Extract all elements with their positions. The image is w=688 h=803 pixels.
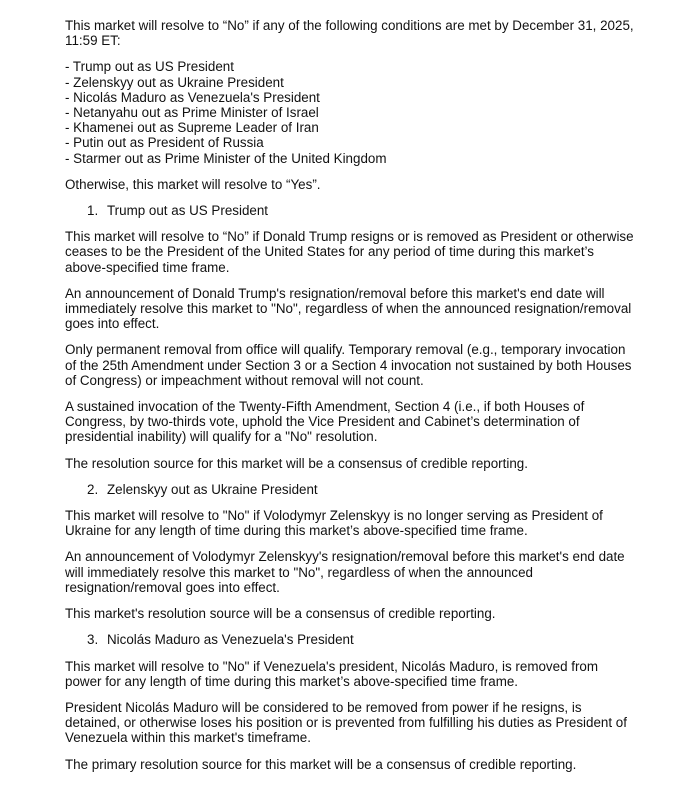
condition-item: - Zelenskyy out as Ukraine President (65, 74, 284, 90)
section-number: 1. (87, 203, 99, 219)
section-paragraph: This market's resolution source will be a consensus of credible reporting. (65, 606, 496, 622)
section-title: Zelenskyy out as Ukraine President (107, 481, 318, 497)
condition-item: - Netanyahu out as Prime Minister of Israel (65, 105, 319, 121)
condition-item: - Trump out as US President (65, 59, 234, 75)
otherwise-paragraph: Otherwise, this market will resolve to “Yes”. (65, 176, 321, 192)
section-paragraph: An announcement of Volodymyr Zelenskyy's resignation/removal before this market's end date will immediately resolve this market to "No", regardless of when the announced resignation/removal goes into effect. (65, 549, 625, 595)
section-title: Nicolás Maduro as Venezuela's President (107, 632, 354, 648)
section-paragraph: Only permanent removal from office will qualify. Temporary removal (e.g., temporary invocation of the 25th Amendment under Section 3 or a Section 4 invocation not sustained by both Houses of Congress) or impeachment without removal will not count. (65, 342, 632, 388)
section-paragraph: This market will resolve to "No" if Volodymyr Zelenskyy is no longer serving as President of Ukraine for any length of time during this market’s above-specified time frame. (65, 508, 603, 539)
condition-item: - Khamenei out as Supreme Leader of Iran (65, 120, 319, 136)
section-heading-maduro (65, 632, 635, 647)
section-heading-trump (65, 203, 635, 218)
section-paragraph: An announcement of Donald Trump's resignation/removal before this market's end date will immediately resolve this market to "No", regardless of when the announced resignation/removal goes into effect. (65, 285, 632, 332)
section-paragraph: A sustained invocation of the Twenty-Fifth Amendment, Section 4 (i.e., if both Houses of Congress, by two-thirds vote, uphold the Vice President and Cabinet’s determination of presidential inability) will qualify for a "No" resolution. (65, 399, 585, 445)
section-paragraph: This market will resolve to “No” if Donald Trump resigns or is removed as President or otherwise ceases to be the President of the United States for any period of time during this market’s above-specified time frame. (65, 229, 634, 275)
condition-item: - Putin out as President of Russia (65, 135, 264, 151)
section-title: Trump out as US President (107, 203, 269, 219)
section-paragraph: President Nicolás Maduro will be considered to be removed from power if he resigns, is detained, or otherwise loses his position or is prevented from fulfilling his duties as President of Venezuela within this market's timeframe. (65, 699, 627, 746)
conditions-list (65, 59, 635, 165)
section-number: 3. (87, 632, 99, 648)
section-paragraph: The resolution source for this market will be a consensus of credible reporting. (65, 455, 528, 471)
section-number: 2. (87, 481, 99, 497)
condition-item: - Starmer out as Prime Minister of the United Kingdom (65, 150, 387, 166)
section-paragraph: The primary resolution source for this market will be a consensus of credible reporting. (65, 756, 577, 772)
section-heading-zelenskyy (65, 482, 635, 497)
intro-paragraph: This market will resolve to “No” if any of the following conditions are met by December 31, 2025, 11:59 ET: (65, 18, 634, 49)
market-rules-document (65, 18, 635, 783)
section-paragraph: This market will resolve to "No" if Venezuela's president, Nicolás Maduro, is removed from power for any length of time during this market’s above-specified time frame. (65, 658, 599, 689)
condition-item: - Nicolás Maduro as Venezuela's President (65, 89, 320, 105)
